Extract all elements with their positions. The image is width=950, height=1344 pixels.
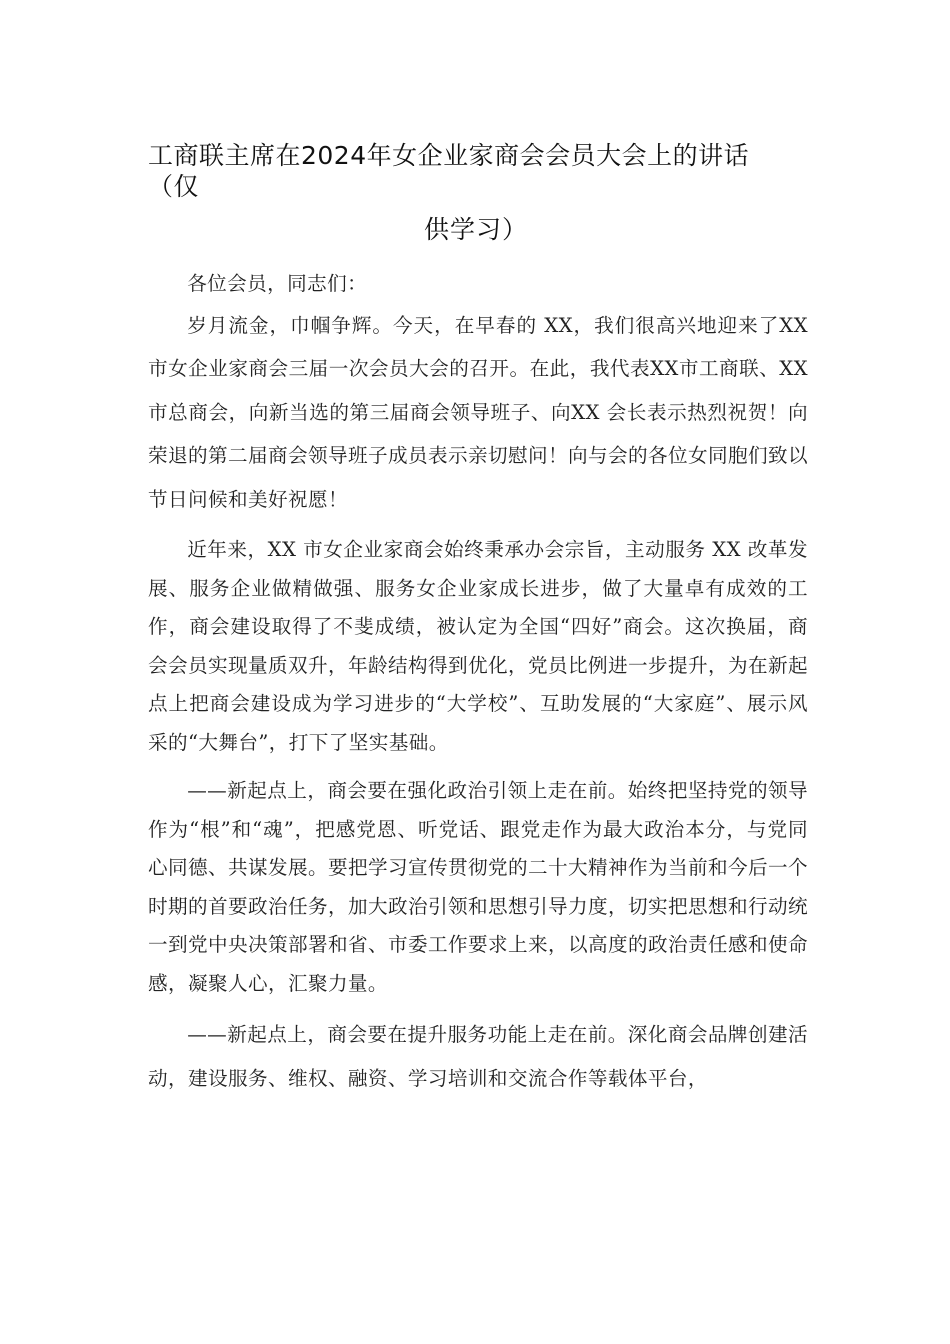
paragraph-achievements: 近年来，XX 市女企业家商会始终秉承办会宗旨，主动服务 XX 改革发展、服务企业做精做强、服务女企业家成长进步，做了大量卓有成效的工作，商会建设取得了不斐成绩，被认定为全国“四好”商会。这次换届，商会会员实现量质双升，年龄结构得到优化，党员比例进一步提升，为在新起点上把商会建设成为学习进步的“大学校”、互助发展的“大家庭”、展示风采的“大舞台”，打下了坚实基础。 [148,538,808,754]
paragraph-service-function: ——新起点上，商会要在提升服务功能上走在前。深化商会品牌创建活动，建设服务、维权、融资、学习培训和交流合作等载体平台， [148,1023,808,1090]
paragraph-opening: 岁月流金，巾帼争辉。今天，在早春的 XX，我们很高兴地迎来了XX市女企业家商会三届一次会员大会的召开。在此，我代表XX市工商联、XX 市总商会，向新当选的第三届商会领导班子、向XX 会长表示热烈祝贺！向荣退的第二届商会领导班子成员表示亲切慰问！向与会的各位女同胞们致以节日问候和美好祝愿！ [148,313,808,511]
title-line-2: （仅 [148,172,200,201]
title-line-1: 工商联主席在2024年女企业家商会会员大会上的讲话 [148,141,750,170]
paragraph-political-guidance: ——新起点上，商会要在强化政治引领上走在前。始终把坚持党的领导作为“根”和“魂”，把感党恩、听党话、跟党走作为最大政治本分，与党同心同德、共谋发展。要把学习宣传贯彻党的二十大精神作为当前和今后一个时期的首要政治任务，加大政治引领和思想引导力度，切实把思想和行动统一到党中央决策部署和省、市委工作要求上来，以高度的政治责任感和使命感，凝聚人心，汇聚力量。 [148,779,808,995]
document-body [148,265,808,1100]
title-line-3: 供学习） [424,215,529,244]
salutation: 各位会员，同志们： [187,272,368,295]
document-title [148,140,808,202]
